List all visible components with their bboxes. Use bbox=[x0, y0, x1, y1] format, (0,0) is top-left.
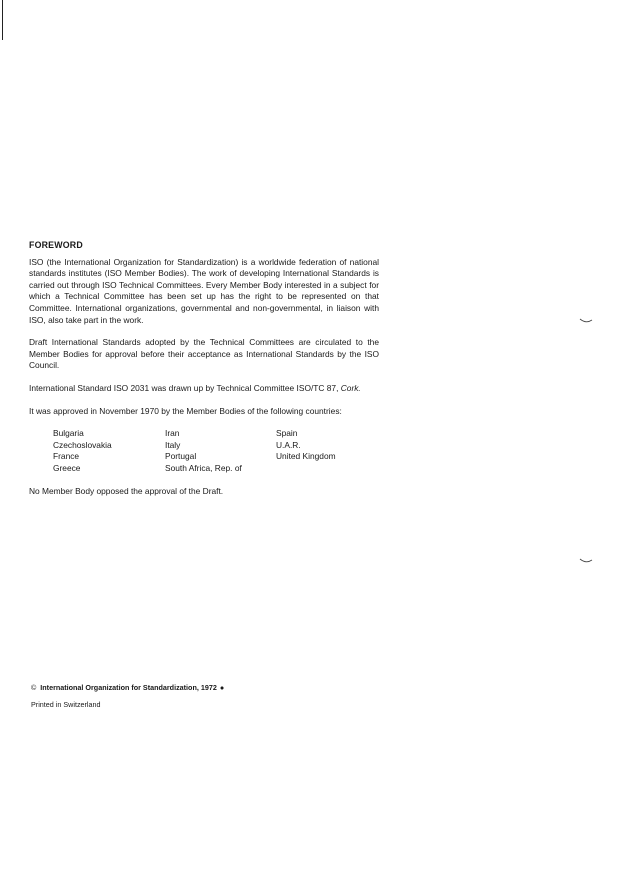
foreword-heading: FOREWORD bbox=[29, 240, 83, 250]
foreword-paragraph-approval: It was approved in November 1970 by the Member Bodies of the following countries: bbox=[29, 405, 342, 416]
foreword-paragraph-iso: ISO (the International Organization for Standardization) is a worldwide federation of national standards institutes (ISO Member Bodies). The work of developing International Standards is carried out through ISO Technical Committees. Every Member Body interested in a subject for which a Technical Committee has been set up has the right to be represented on that Committee. International organizations, governmental and non-governmental, in liaison with ISO, also take part in the work. bbox=[29, 256, 379, 325]
bullet-dot: ● bbox=[219, 683, 225, 692]
country-name: Bulgaria bbox=[53, 428, 84, 439]
countries-list bbox=[53, 428, 379, 474]
country-name: United Kingdom bbox=[276, 451, 336, 462]
committee-text: International Standard ISO 2031 was drawn up by Technical Committee ISO/TC 87, bbox=[29, 382, 341, 393]
foreword-paragraph-committee bbox=[29, 383, 379, 395]
copyright-text: International Organization for Standardization, 1972 bbox=[40, 683, 217, 692]
country-name: South Africa, Rep. of bbox=[165, 462, 242, 473]
country-name: U.A.R. bbox=[276, 439, 301, 450]
printed-in-note: Printed in Switzerland bbox=[31, 700, 101, 709]
country-name: Portugal bbox=[165, 451, 197, 462]
committee-name: Cork. bbox=[340, 382, 361, 393]
country-name: Iran bbox=[165, 428, 180, 439]
foreword-paragraph-drafts: Draft International Standards adopted by the Technical Committees are circulated to the Member Bodies for approval before their acceptance as International Standards by the ISO Council. bbox=[29, 337, 379, 371]
margin-tick-mark bbox=[579, 558, 593, 564]
copyright-symbol: © bbox=[31, 683, 37, 692]
countries-column-3 bbox=[276, 428, 386, 474]
foreword-section bbox=[29, 240, 379, 508]
countries-column-1 bbox=[53, 428, 165, 474]
foreword-paragraph-no-opposition: No Member Body opposed the approval of the Draft. bbox=[29, 485, 224, 496]
country-name: Spain bbox=[276, 428, 298, 439]
countries-column-2 bbox=[165, 428, 276, 474]
country-name: Czechoslovakia bbox=[53, 439, 112, 450]
margin-tick-mark bbox=[579, 318, 593, 324]
country-name: Greece bbox=[53, 462, 81, 473]
page-edge-line bbox=[2, 0, 3, 40]
country-name: France bbox=[53, 451, 80, 462]
country-name: Italy bbox=[165, 439, 181, 450]
copyright-notice bbox=[31, 683, 224, 692]
